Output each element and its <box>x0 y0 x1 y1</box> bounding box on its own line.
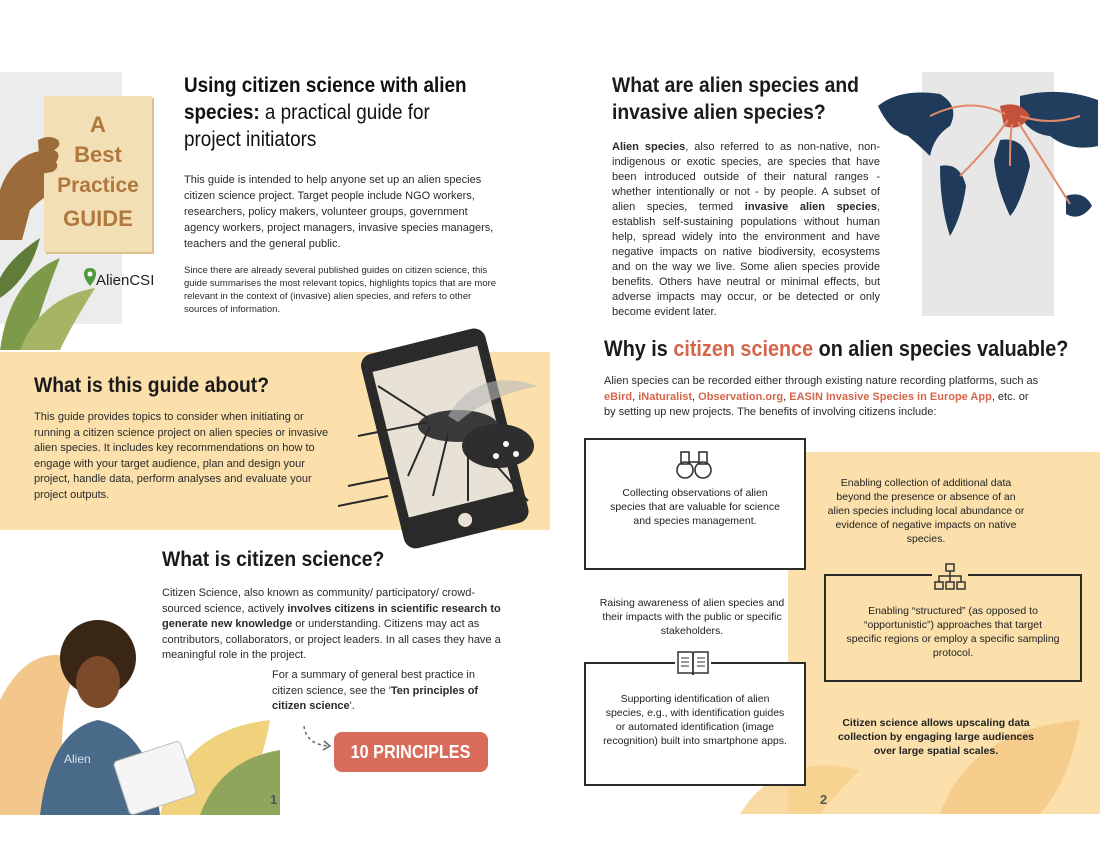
why-intro-a: Alien species can be recorded either through existing nature recording platforms, such as <box>604 375 1039 387</box>
benefit-text-identification: Supporting identification of alien species, e.g., with identification guides or automated identification (image recognition) built into smartphone apps. <box>603 693 787 747</box>
world-map-illustration <box>870 76 1100 276</box>
alien-body <box>612 140 880 320</box>
why-heading-accent: citizen science <box>673 336 814 361</box>
why-intro: Alien species can be recorded either through existing nature recording platforms, such as eBird, iNaturalist, Observation.org, EASIN Invasive Species in Europe App, etc. or by setting up new projects. The benefits of involving citizens include: <box>604 375 1039 418</box>
alien-text-2: , establish self-sustaining populations without human help, spread widely into the environment and have negative impacts on native biodiversity, ecosystems and on the way we live. Some alien species provide benefits. Others have neutral or minimal effects, but adverse impacts may occur, or be detected or only become evident later. <box>612 201 880 318</box>
why-heading-a: Why is <box>604 336 674 361</box>
leaves-illustration <box>0 238 100 350</box>
shirt-text: Alien <box>64 752 91 766</box>
platform-easin[interactable]: EASIN Invasive Species in Europe App <box>789 390 992 403</box>
ten-principles-label: 10 PRINCIPLES <box>351 741 471 762</box>
book-icon <box>675 648 711 678</box>
hero-title-rest: a practical guide for project initiators <box>184 101 430 151</box>
hero-intro-2: Since there are already several published guides on citizen science, this guide summarises the most relevant topics, highlights topics that are more relevant in the context of (invasive) alien species, and refers to other sources of information. <box>184 265 497 315</box>
benefit-text-structured: Enabling “structured” (as opposed to “opportunistic”) approaches that target specific regions or employ a specific sampling protocol. <box>846 605 1060 659</box>
cs-summary-b: '. <box>349 700 355 712</box>
cs-summary <box>272 668 494 715</box>
alien-bold-1: Alien species <box>612 141 686 153</box>
cs-heading: What is citizen science? <box>162 548 385 571</box>
student-illustration <box>0 600 280 815</box>
hand-fingers <box>36 130 66 190</box>
benefit-text-additional-data: Enabling collection of additional data beyond the presence or absence of an alien species including local abundance or evidence of negative impacts on native species. <box>827 477 1025 545</box>
hero-intro-1: This guide is intended to help anyone set up an alien species citizen science project. Target people include NGO workers, researchers, policy makers, volunteer groups, government agency workers, project managers, invasive species managers, teachers and the general public. <box>184 174 494 250</box>
about-body: This guide provides topics to consider when initiating or running a citizen science project on alien species or invasive alien species. It includes key recommendations on how to engage with your target audience, plan and design your project, handle data, perform analyses and evaluate your project outputs. <box>34 411 329 501</box>
sign-line-3: Practice <box>57 174 139 197</box>
hero-title <box>184 72 514 153</box>
benefit-text-observations: Collecting observations of alien species that are valuable for science and species management. <box>610 487 780 527</box>
hero-title-bold: Using citizen science with alien species: <box>184 74 467 124</box>
platform-observation[interactable]: Observation.org <box>698 390 784 403</box>
binoculars-icon <box>675 448 713 480</box>
cs-body-bold: involves citizens in scientific research to generate new knowledge <box>162 602 501 630</box>
sign-line-4: GUIDE <box>63 206 133 231</box>
sign-line-1: A <box>90 112 106 137</box>
benefit-box-observations <box>584 438 806 570</box>
alien-text-1: , also referred to as non-native, non-indigenous or exotic species, are species that have been introduced outside of their natural ranges - whether intentionally or not - by people. A subset of alien species, termed <box>612 141 880 213</box>
ten-principles-button[interactable] <box>334 732 488 772</box>
why-heading <box>604 336 1068 362</box>
aliencsi-logo-text: AlienCSI <box>96 272 155 289</box>
alien-bold-2: invasive alien species <box>744 201 877 213</box>
cs-summary-a: For a summary of general best practice in citizen science, see the ' <box>272 669 475 697</box>
alien-heading: What are alien species and invasive alien species? <box>612 74 859 124</box>
benefit-text-awareness: Raising awareness of alien species and their impacts with the public or specific stakeholders. <box>599 597 785 637</box>
benefit-box-identification <box>584 662 806 786</box>
cs-body-a: Citizen Science, also known as community/ participatory/ crowd-sourced science, actively <box>162 587 476 615</box>
hierarchy-icon <box>932 562 968 592</box>
cs-body-b: or understanding. Citizens may act as contributors, collaborators, or project leaders. In all cases they have a meaningful role in the project. <box>162 618 501 661</box>
phone-mosquito-illustration <box>338 326 550 550</box>
why-intro-b: etc. or by setting up new projects. The benefits of involving citizens include: <box>604 390 1029 418</box>
why-heading-b: on alien species valuable? <box>813 336 1069 361</box>
arrow-icon <box>300 724 334 752</box>
benefit-text-upscaling: Citizen science allows upscaling data collection by engaging large audiences over large spatial scales. <box>837 717 1035 757</box>
cs-summary-bold: Ten principles of citizen science <box>272 684 479 712</box>
benefit-box-structured <box>824 574 1082 682</box>
page-number-right: 2 <box>820 792 828 807</box>
platform-inaturalist[interactable]: iNaturalist <box>638 390 693 403</box>
sign-line-2: Best <box>74 142 122 167</box>
page-number-left: 1 <box>270 792 278 807</box>
aliencsi-logo-icon <box>84 268 96 286</box>
about-heading: What is this guide about? <box>34 374 270 397</box>
platform-ebird[interactable]: eBird <box>604 390 633 403</box>
